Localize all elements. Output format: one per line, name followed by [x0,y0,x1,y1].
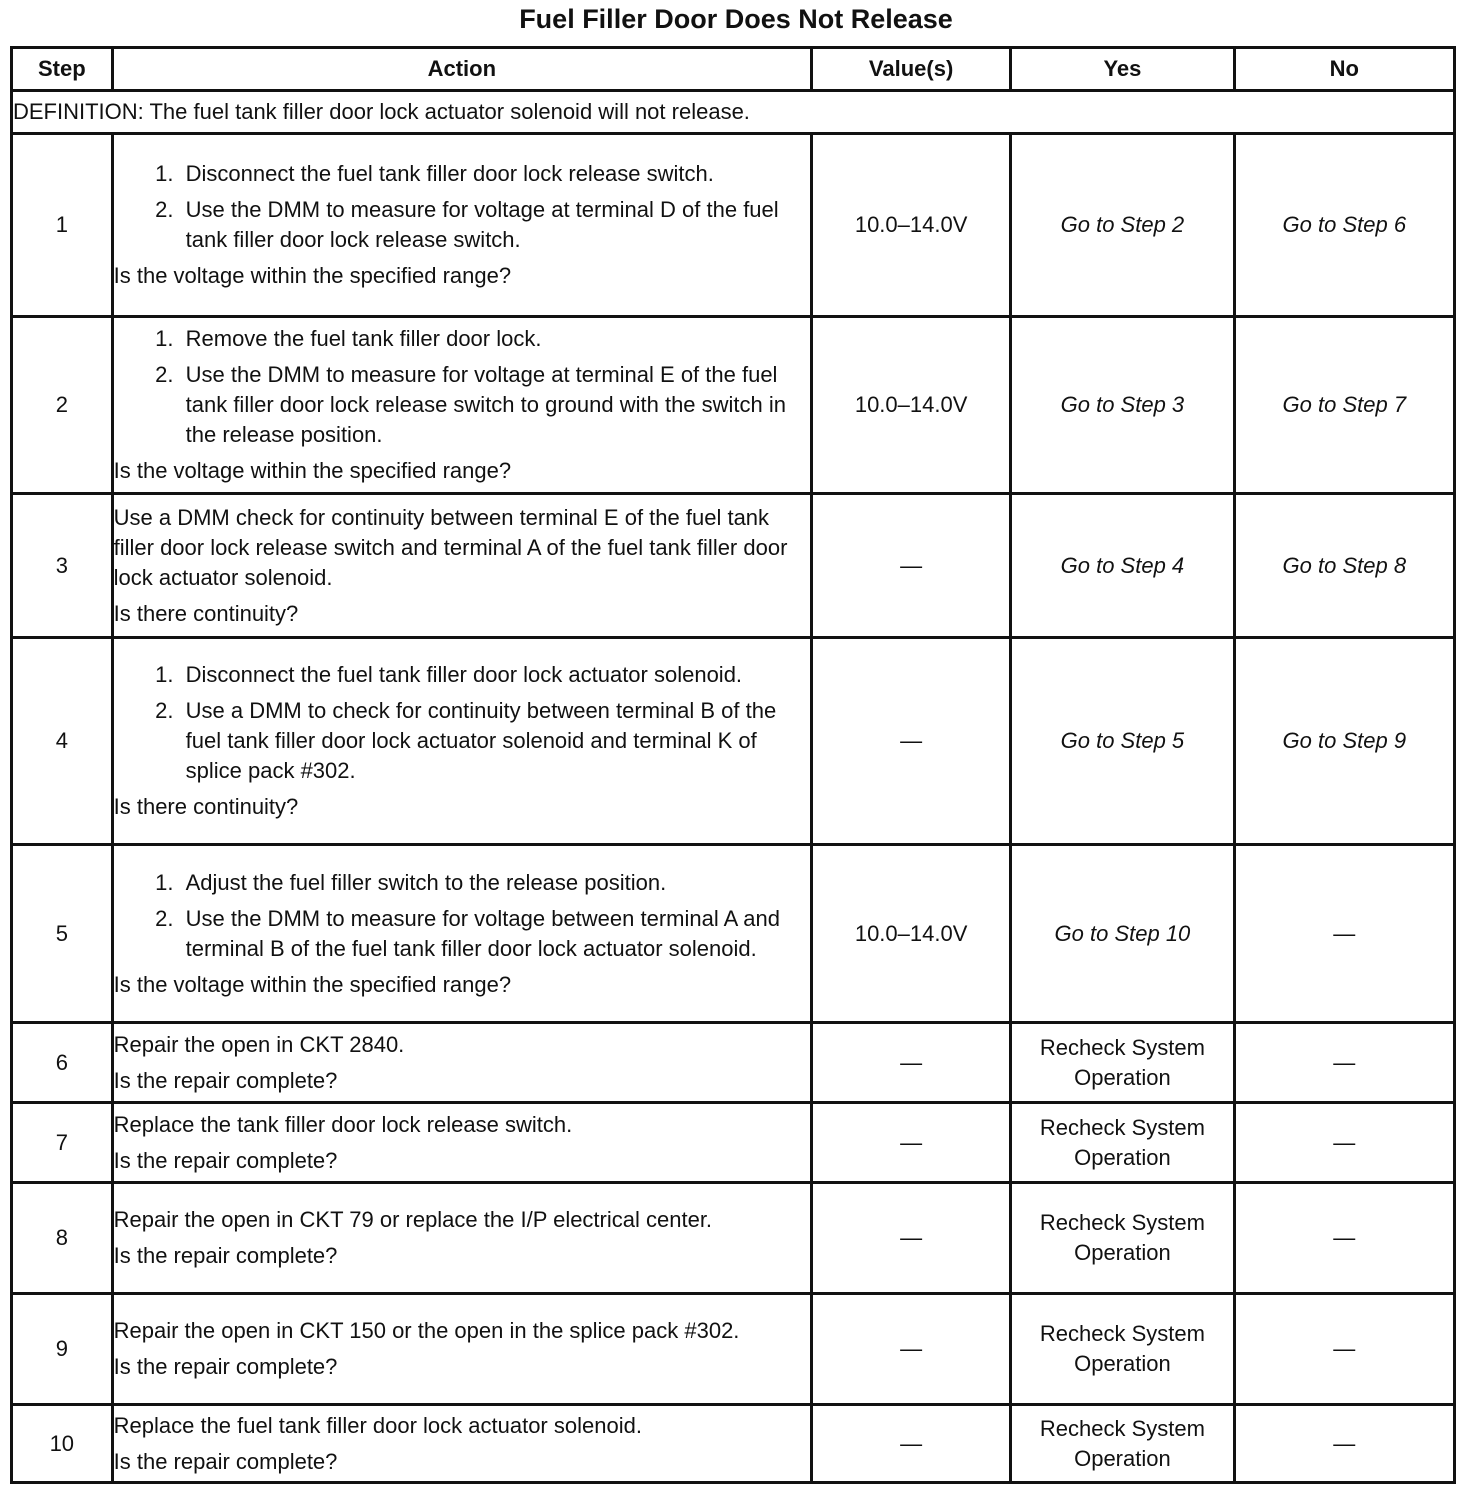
header-row [12,48,1455,91]
action-cell [112,494,811,638]
column-header-yes: Yes [1011,48,1234,91]
action-text: Replace the tank filler door lock release switch. [113,1111,573,1137]
no-outcome: — [1234,1023,1454,1103]
value-cell: 10.0–14.0V [811,317,1010,494]
action-cell [112,1405,811,1483]
action-question: Is the repair complete? [113,1067,338,1093]
action-list [114,660,810,786]
yes-outcome: Go to Step 5 [1011,638,1234,845]
action-cell [112,1023,811,1103]
yes-outcome: Go to Step 4 [1011,494,1234,638]
action-list [114,159,810,255]
action-question: Is the voltage within the specified range? [113,971,512,997]
no-outcome: Go to Step 7 [1234,317,1454,494]
table-row [12,1294,1455,1405]
action-question: Is the repair complete? [113,1243,338,1268]
step-number: 4 [12,638,113,845]
column-header-step: Step [12,48,113,91]
action-question: Is there continuity? [113,600,299,626]
action-cell [112,317,811,494]
table-row [12,494,1455,638]
action-question: Is the voltage within the specified range? [113,263,512,288]
page-title: Fuel Filler Door Does Not Release [519,4,953,34]
list-item: 2. Use the DMM to measure for voltage at terminal E of the fuel tank filler door lock release switch to ground with the switch in the release position. [180,360,810,450]
list-item: 1. Remove the fuel tank filler door lock. [180,324,810,354]
action-text: Repair the open in CKT 79 or replace the I/P electrical center. [113,1207,713,1232]
list-item: 2. Use the DMM to measure for voltage between terminal A and terminal B of the fuel tank filler door lock actuator solenoid. [180,904,810,964]
yes-outcome: Recheck System Operation [1011,1023,1234,1103]
action-list [114,868,810,964]
value-cell: 10.0–14.0V [811,134,1010,317]
action-cell [112,134,811,317]
value-cell: — [811,1294,1010,1405]
value-cell: — [811,1405,1010,1483]
value-cell: — [811,1103,1010,1183]
action-question: Is there continuity? [113,794,299,819]
action-cell [112,1183,811,1294]
table-row [12,845,1455,1023]
action-question: Is the repair complete? [113,1448,338,1474]
step-number: 5 [12,845,113,1023]
action-question: Is the repair complete? [113,1147,338,1173]
table-row [12,638,1455,845]
no-outcome: — [1234,845,1454,1023]
table-row [12,1405,1455,1483]
column-header-no: No [1234,48,1454,91]
no-outcome: Go to Step 9 [1234,638,1454,845]
no-outcome: — [1234,1183,1454,1294]
definition-row [12,91,1455,134]
list-item: 2. Use the DMM to measure for voltage at terminal D of the fuel tank filler door lock release switch. [180,195,810,255]
yes-outcome: Recheck System Operation [1011,1405,1234,1483]
action-cell [112,1294,811,1405]
step-number: 9 [12,1294,113,1405]
step-number: 6 [12,1023,113,1103]
yes-outcome: Recheck System Operation [1011,1294,1234,1405]
list-item: 1. Disconnect the fuel tank filler door lock actuator solenoid. [180,660,810,690]
yes-outcome: Go to Step 10 [1011,845,1234,1023]
action-question: Is the voltage within the specified range? [113,458,512,483]
value-cell: — [811,1023,1010,1103]
action-text: Replace the fuel tank filler door lock actuator solenoid. [113,1412,642,1438]
step-number: 1 [12,134,113,317]
table-row [12,1183,1455,1294]
list-item: 1. Adjust the fuel filler switch to the release position. [180,868,810,898]
table-row [12,1103,1455,1183]
action-cell [112,1103,811,1183]
value-cell: — [811,1183,1010,1294]
action-list [114,324,810,450]
value-cell: — [811,494,1010,638]
value-cell: 10.0–14.0V [811,845,1010,1023]
action-cell [112,845,811,1023]
yes-outcome: Go to Step 2 [1011,134,1234,317]
no-outcome: Go to Step 6 [1234,134,1454,317]
step-number: 3 [12,494,113,638]
column-header-values: Value(s) [811,48,1010,91]
table-row [12,134,1455,317]
definition-text: DEFINITION: The fuel tank filler door lock actuator solenoid will not release. [12,91,1455,134]
value-cell: — [811,638,1010,845]
no-outcome: Go to Step 8 [1234,494,1454,638]
column-header-action: Action [112,48,811,91]
no-outcome: — [1234,1294,1454,1405]
yes-outcome: Go to Step 3 [1011,317,1234,494]
no-outcome: — [1234,1405,1454,1483]
table-row [12,317,1455,494]
step-number: 10 [12,1405,113,1483]
action-text: Repair the open in CKT 2840. [113,1031,405,1057]
action-text: Repair the open in CKT 150 or the open in the splice pack #302. [113,1318,740,1343]
action-cell [112,638,811,845]
step-number: 8 [12,1183,113,1294]
action-text: Use a DMM check for continuity between terminal E of the fuel tank filler door lock release switch and terminal A of the fuel tank filler door lock actuator solenoid. [113,504,788,590]
no-outcome: — [1234,1103,1454,1183]
list-item: 2. Use a DMM to check for continuity between terminal B of the fuel tank filler door lock actuator solenoid and terminal K of splice pack #302. [180,696,810,786]
action-question: Is the repair complete? [113,1354,338,1379]
yes-outcome: Recheck System Operation [1011,1183,1234,1294]
step-number: 2 [12,317,113,494]
table-row [12,1023,1455,1103]
diagnostic-table [10,46,1456,1484]
step-number: 7 [12,1103,113,1183]
yes-outcome: Recheck System Operation [1011,1103,1234,1183]
list-item: 1. Disconnect the fuel tank filler door lock release switch. [180,159,810,189]
